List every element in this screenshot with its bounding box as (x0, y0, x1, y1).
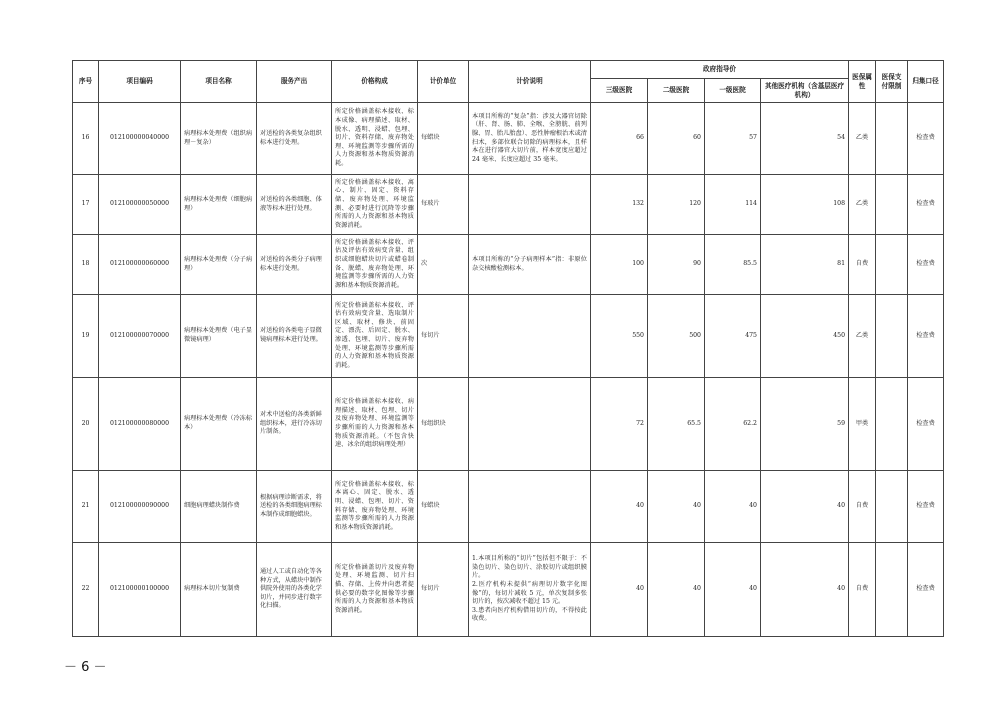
cell-insurance: 甲类 (849, 378, 876, 471)
cell-output: 对送检的各类电子显微镜病理标本进行处理。 (257, 295, 332, 378)
cell-seq: 19 (73, 295, 99, 378)
cell-category: 检查费 (908, 295, 944, 378)
cell-note: 1.本项目所称的“切片”包括但不限于：不染色切片、染色切片、涂胶切片或组织膜片。 2.医疗机构未提供“病理切片数字化图像”的，每切片减收 5 元，单次复制多张切片的，按次减收不超过 15 元。 3.患者向医疗机构借用切片的，不得按此收费。 (469, 543, 591, 637)
header-gov-price: 政府指导价 (591, 61, 849, 79)
header-other: 其他医疗机构（含基层医疗机构） (761, 79, 849, 103)
cell-price-level1: 62.2 (705, 378, 761, 471)
cell-price-level1: 85.5 (705, 235, 761, 295)
header-unit: 计价单位 (418, 61, 469, 103)
cell-price-level3: 550 (591, 295, 648, 378)
cell-insurance: 乙类 (849, 295, 876, 378)
cell-seq: 21 (73, 471, 99, 543)
cell-payment-limit (876, 471, 908, 543)
header-category: 归集口径 (908, 61, 944, 103)
cell-output: 对送检的各类复杂组织标本进行处理。 (257, 103, 332, 175)
cell-note: 本项目所称的“分子病理样本”指：非原位杂交核酸检测标本。 (469, 235, 591, 295)
cell-unit: 每切片 (418, 295, 469, 378)
table-row (73, 295, 944, 378)
table-row (73, 103, 944, 175)
cell-unit: 每蜡块 (418, 103, 469, 175)
cell-name: 细胞病理蜡块制作费 (181, 471, 257, 543)
cell-price-other: 40 (761, 543, 849, 637)
cell-price-level2: 40 (648, 543, 705, 637)
cell-name: 病理标本切片复制费 (181, 543, 257, 637)
cell-insurance: 自费 (849, 471, 876, 543)
cell-insurance: 乙类 (849, 103, 876, 175)
header-level2: 二级医院 (648, 79, 705, 103)
table-body (73, 103, 944, 637)
cell-price-level1: 475 (705, 295, 761, 378)
cell-composition: 所定价格涵盖标本接收、离心、制片、固定、资料存储、废弃物处理、环境监测、必要时进行沉降等步骤所需的人力资源和基本物质资源消耗。 (332, 175, 418, 235)
cell-name: 病理标本处理费（冷冻标本） (181, 378, 257, 471)
cell-unit: 每组织块 (418, 378, 469, 471)
cell-payment-limit (876, 543, 908, 637)
cell-price-level1: 40 (705, 471, 761, 543)
cell-note (469, 175, 591, 235)
page-number: － 6 － (64, 660, 107, 675)
cell-payment-limit (876, 378, 908, 471)
cell-seq: 16 (73, 103, 99, 175)
cell-name: 病理标本处理费（细胞病理） (181, 175, 257, 235)
cell-price-level3: 72 (591, 378, 648, 471)
cell-payment-limit (876, 103, 908, 175)
cell-unit: 每切片 (418, 543, 469, 637)
price-table (72, 60, 944, 637)
header-name: 项目名称 (181, 61, 257, 103)
cell-code: 012100000060000 (99, 235, 181, 295)
cell-composition: 所定价格涵盖标本接收、评估有效病变含量、选取制片区域、取材、修块、前固定、漂洗、后固定、脱水、渗透、包埋、切片、废弃物处理、环境监测等步骤所需的人力资源和基本物质资源消耗。 (332, 295, 418, 378)
header-level1: 一级医院 (705, 79, 761, 103)
cell-composition: 所定价格涵盖标本接收、标本成像、病理描述、取材、脱水、透明、浸蜡、包埋、切片、资料存储、废弃物处理、环境监测等步骤所需的人力资源和基本物质资源消耗。 (332, 103, 418, 175)
cell-price-level2: 500 (648, 295, 705, 378)
cell-code: 012100000100000 (99, 543, 181, 637)
header-payment-limit: 医保支付限制 (876, 61, 908, 103)
cell-price-level3: 40 (591, 543, 648, 637)
cell-insurance: 自费 (849, 543, 876, 637)
table-row (73, 378, 944, 471)
cell-output: 对送检的各类细胞、体液等标本进行处理。 (257, 175, 332, 235)
cell-note (469, 378, 591, 471)
cell-price-other: 54 (761, 103, 849, 175)
cell-note (469, 295, 591, 378)
cell-price-level3: 100 (591, 235, 648, 295)
cell-price-other: 59 (761, 378, 849, 471)
cell-price-level2: 90 (648, 235, 705, 295)
table-row (73, 175, 944, 235)
cell-category: 检查费 (908, 378, 944, 471)
cell-price-level3: 132 (591, 175, 648, 235)
cell-category: 检查费 (908, 175, 944, 235)
cell-payment-limit (876, 295, 908, 378)
cell-price-level2: 40 (648, 471, 705, 543)
cell-note: 本项目所称的“复杂”指：涉及大器官切除（肝、肾、肠、肺、全喉、全膀胱、前列腺、胃、胎儿胎盘）、恶性肿瘤根治术或清扫术，多部位联合切除的病理标本，且样本在进行器官大切片前，样本宽度应超过 24 毫米、长度应超过 35 毫米。 (469, 103, 591, 175)
cell-unit: 次 (418, 235, 469, 295)
header-seq: 序号 (73, 61, 99, 103)
cell-price-level2: 65.5 (648, 378, 705, 471)
header-note: 计价说明 (469, 61, 591, 103)
cell-price-level1: 114 (705, 175, 761, 235)
cell-name: 病理标本处理费（组织病理－复杂） (181, 103, 257, 175)
header-code: 项目编码 (99, 61, 181, 103)
table-row (73, 235, 944, 295)
cell-output: 对送检的各类分子病理标本进行处理。 (257, 235, 332, 295)
cell-name: 病理标本处理费（电子显微镜病理） (181, 295, 257, 378)
cell-payment-limit (876, 235, 908, 295)
cell-insurance: 自费 (849, 235, 876, 295)
cell-code: 012100000090000 (99, 471, 181, 543)
cell-note (469, 471, 591, 543)
cell-price-level2: 120 (648, 175, 705, 235)
cell-code: 012100000040000 (99, 103, 181, 175)
cell-category: 检查费 (908, 235, 944, 295)
cell-payment-limit (876, 175, 908, 235)
cell-price-level3: 40 (591, 471, 648, 543)
cell-output: 对术中送检的各类新鲜组织标本，进行冷冻切片制备。 (257, 378, 332, 471)
cell-price-other: 450 (761, 295, 849, 378)
cell-price-level1: 40 (705, 543, 761, 637)
cell-price-other: 108 (761, 175, 849, 235)
cell-seq: 20 (73, 378, 99, 471)
cell-category: 检查费 (908, 471, 944, 543)
cell-category: 检查费 (908, 543, 944, 637)
cell-unit: 每玻片 (418, 175, 469, 235)
cell-price-level1: 57 (705, 103, 761, 175)
cell-composition: 所定价格涵盖标本接收、评估及评估有效病变含量、组织或细胞蜡块切片或蜡卷制备、脱蜡、废弃物处理、环境监测等步骤所需的人力资源和基本物质资源消耗。 (332, 235, 418, 295)
table-row (73, 471, 944, 543)
cell-price-level3: 66 (591, 103, 648, 175)
cell-composition: 所定价格涵盖切片及废弃物处理、环境监测、切片扫描、存储、上传并向患者提供必要的数字化图像等步骤所需的人力资源和基本物质资源消耗。 (332, 543, 418, 637)
cell-insurance: 乙类 (849, 175, 876, 235)
cell-code: 012100000070000 (99, 295, 181, 378)
header-level3: 三级医院 (591, 79, 648, 103)
cell-category: 检查费 (908, 103, 944, 175)
header-composition: 价格构成 (332, 61, 418, 103)
cell-unit: 每蜡块 (418, 471, 469, 543)
cell-code: 012100000080000 (99, 378, 181, 471)
cell-name: 病理标本处理费（分子病理） (181, 235, 257, 295)
cell-composition: 所定价格涵盖标本接收、标本离心、固定、脱水、透明、浸蜡、包埋、切片、资料存储、废弃物处理、环境监测等步骤所需的人力资源和基本物质资源消耗。 (332, 471, 418, 543)
cell-price-level2: 60 (648, 103, 705, 175)
cell-composition: 所定价格涵盖标本接收、病理描述、取材、包埋、切片及废弃物处理、环境监测等步骤所需的人力资源和基本物质资源消耗。（不包含快速、冰余的组织病理处理） (332, 378, 418, 471)
cell-price-other: 81 (761, 235, 849, 295)
cell-seq: 22 (73, 543, 99, 637)
header-output: 服务产出 (257, 61, 332, 103)
cell-output: 根据病理诊断需求，将送检的各类细胞病理标本制作成细胞蜡块。 (257, 471, 332, 543)
cell-output: 通过人工或自动化等各种方式，从蜡块中制作供院外使用的各类化学切片，并同步进行数字化扫描。 (257, 543, 332, 637)
cell-price-other: 40 (761, 471, 849, 543)
cell-seq: 17 (73, 175, 99, 235)
header-insurance: 医保属性 (849, 61, 876, 103)
table-row (73, 543, 944, 637)
cell-seq: 18 (73, 235, 99, 295)
cell-code: 012100000050000 (99, 175, 181, 235)
